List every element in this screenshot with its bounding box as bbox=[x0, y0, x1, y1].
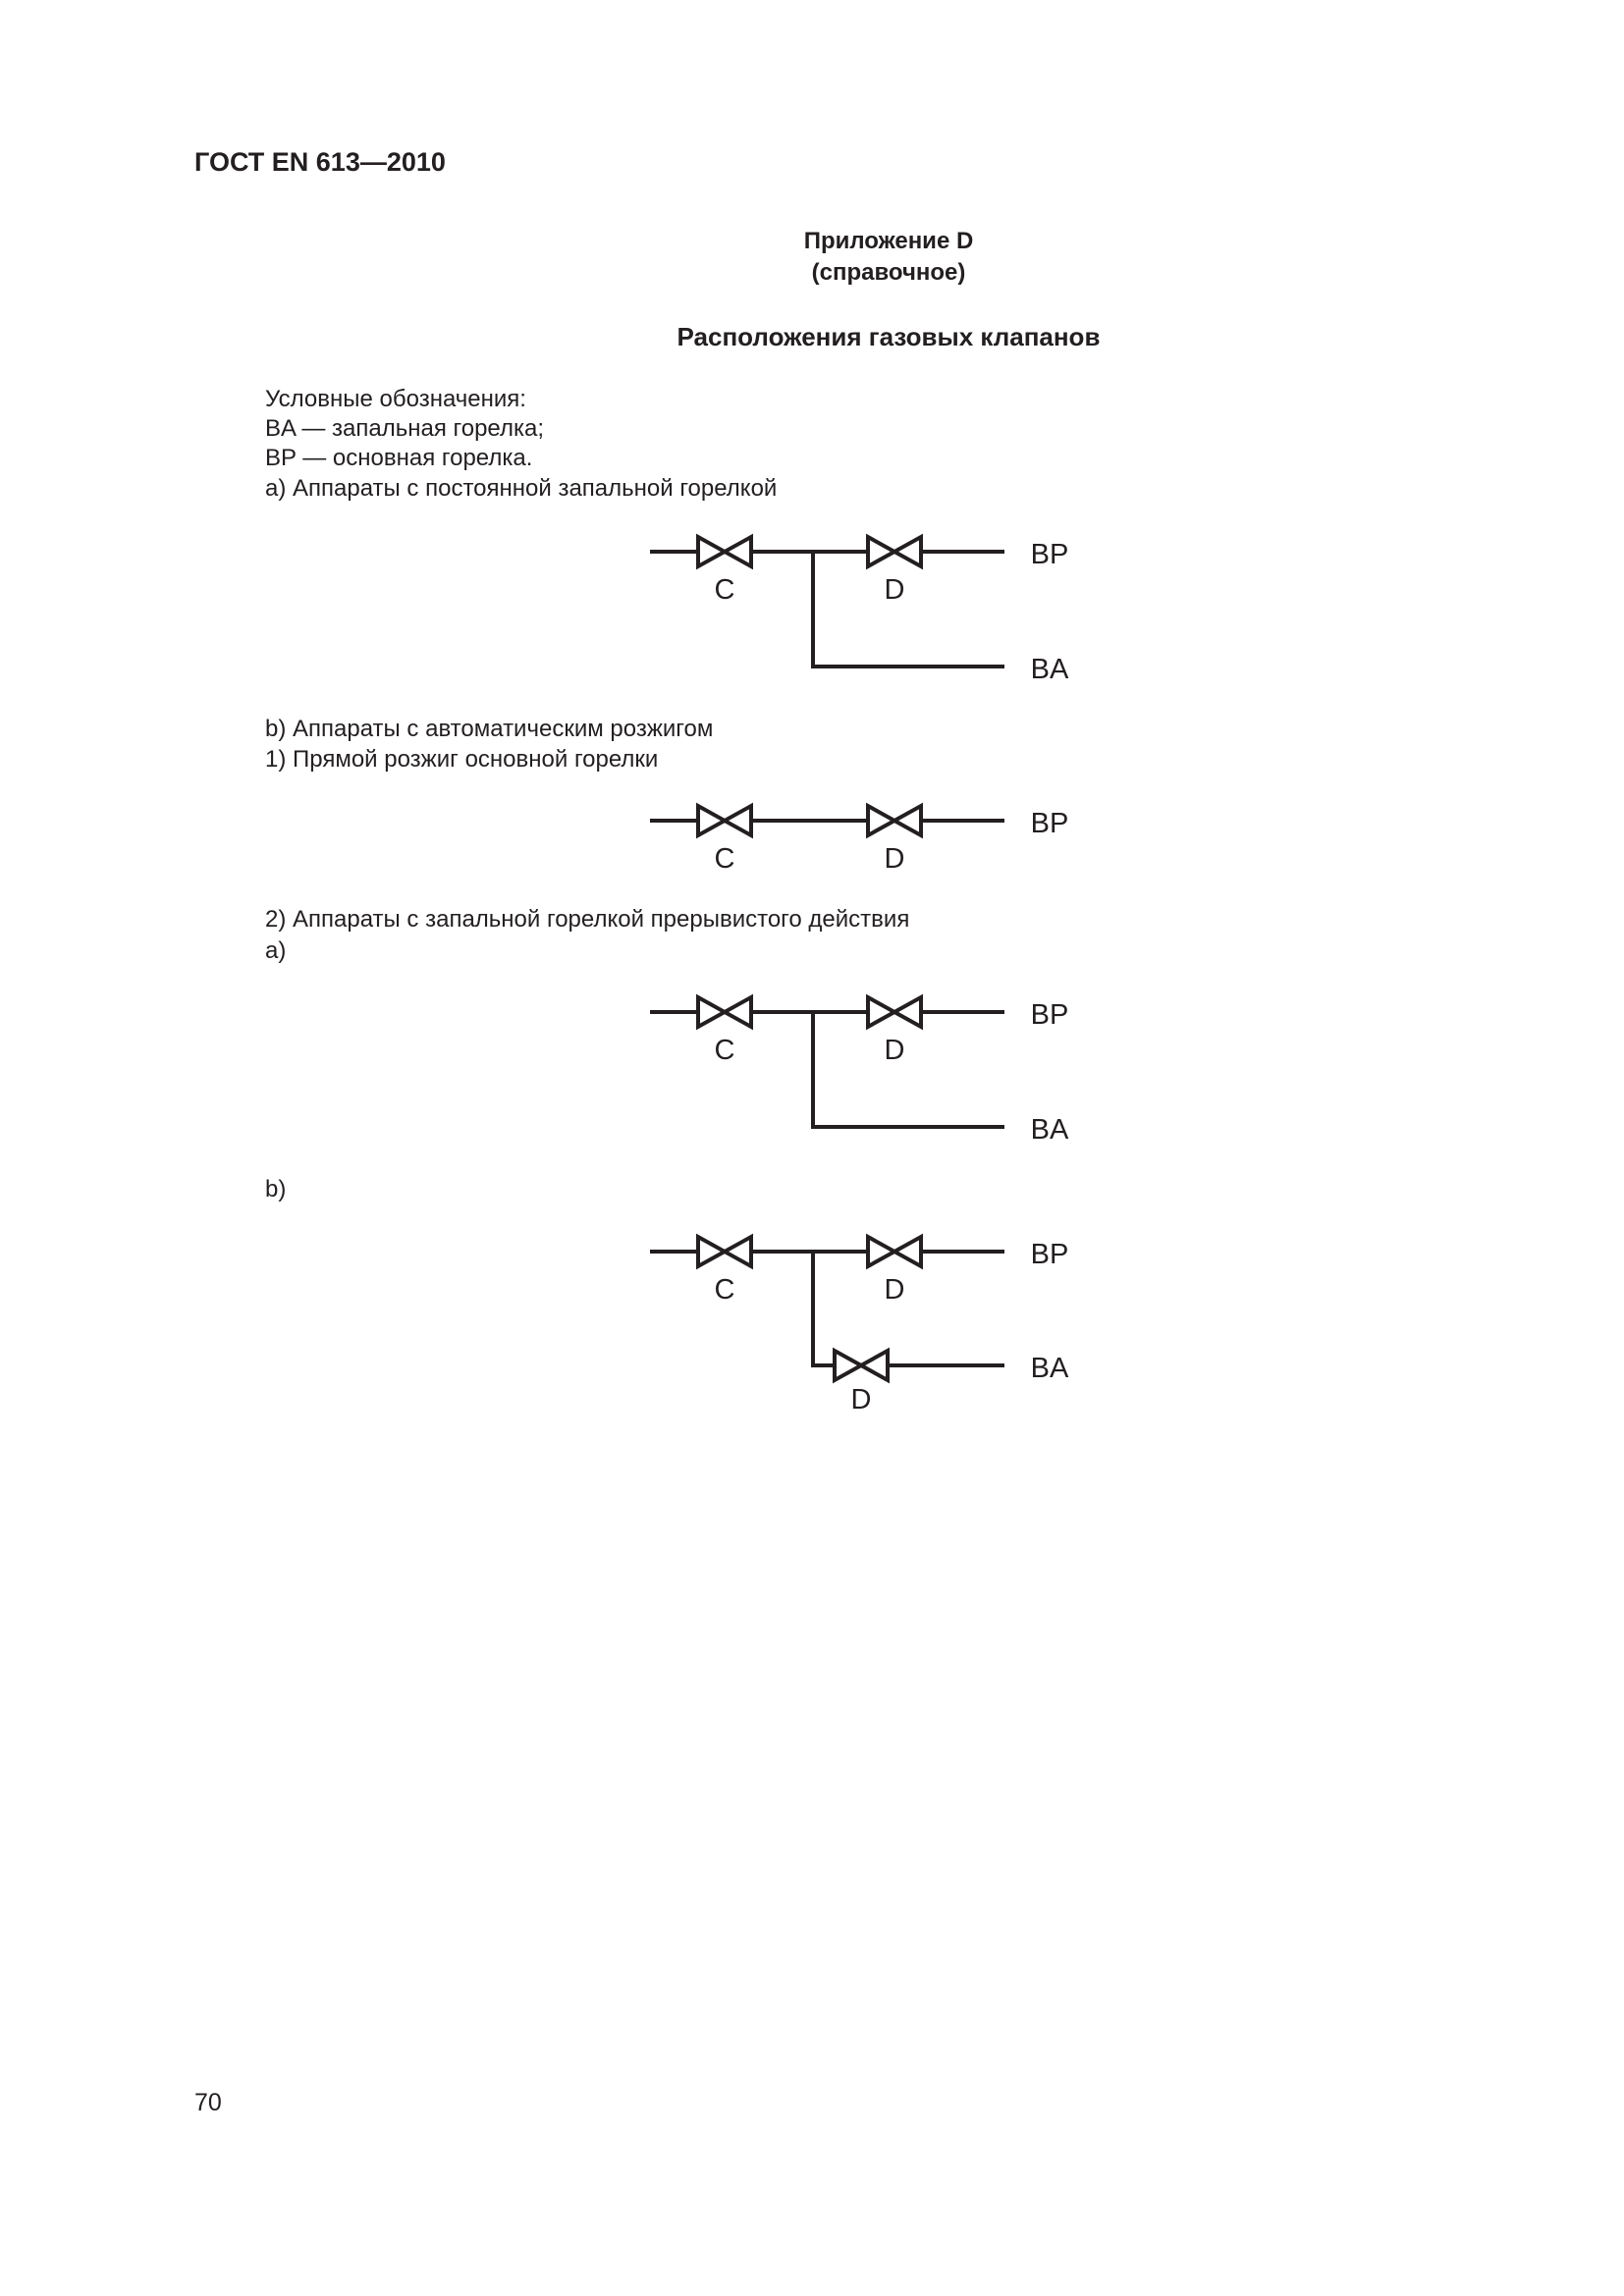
main-burner-label: BP bbox=[1030, 999, 1069, 1031]
legend-ba: BA — запальная горелка; bbox=[265, 415, 545, 442]
pilot-burner-label: BA bbox=[1030, 1114, 1069, 1146]
legend-bp: BP — основная горелка. bbox=[265, 445, 533, 471]
page-number: 70 bbox=[194, 2089, 222, 2116]
diagram-b1 bbox=[650, 806, 1004, 835]
valve-c-label: C bbox=[714, 1274, 735, 1306]
pilot-valve-d-icon bbox=[835, 1351, 888, 1380]
valve-d-icon bbox=[868, 997, 921, 1027]
diagram-a bbox=[650, 537, 1004, 667]
valve-c-label: C bbox=[714, 574, 735, 606]
caption-b: b) Аппараты с автоматическим розжигом bbox=[265, 716, 714, 742]
diagram-b2a bbox=[650, 997, 1004, 1127]
valve-c-label: C bbox=[714, 1035, 735, 1066]
valve-d-label: D bbox=[884, 843, 905, 875]
pilot-branch-line bbox=[813, 552, 1004, 667]
pilot-branch-line bbox=[813, 1012, 1004, 1127]
valve-d-icon bbox=[868, 537, 921, 566]
valve-c-icon bbox=[698, 1237, 751, 1266]
valve-d-label: D bbox=[884, 1274, 905, 1306]
legend-intro: Условные обозначения: bbox=[265, 386, 526, 412]
main-burner-label: BP bbox=[1030, 1239, 1069, 1270]
caption-b2a: a) bbox=[265, 937, 287, 964]
pilot-valve-d-label: D bbox=[850, 1384, 872, 1415]
valve-d-icon bbox=[868, 1237, 921, 1266]
caption-b2: 2) Аппараты с запальной горелкой прерывистого действия bbox=[265, 906, 910, 933]
main-burner-label: BP bbox=[1030, 539, 1069, 570]
pilot-burner-label: BA bbox=[1030, 1353, 1069, 1384]
section-heading: Расположения газовых клапанов bbox=[677, 322, 1101, 351]
main-burner-label: BP bbox=[1030, 808, 1069, 839]
valve-d-label: D bbox=[884, 1035, 905, 1066]
valve-c-icon bbox=[698, 997, 751, 1027]
caption-b2b: b) bbox=[265, 1176, 287, 1202]
valve-d-label: D bbox=[884, 574, 905, 606]
annex-title: Приложение D bbox=[803, 228, 974, 254]
valve-c-icon bbox=[698, 806, 751, 835]
caption-b1: 1) Прямой розжиг основной горелки bbox=[265, 746, 659, 773]
valve-c-icon bbox=[698, 537, 751, 566]
diagram-b2b bbox=[650, 1237, 1004, 1380]
pilot-branch-line bbox=[813, 1252, 1004, 1365]
annex-status: (справочное) bbox=[811, 259, 966, 286]
pilot-burner-label: BA bbox=[1030, 654, 1069, 685]
valve-c-label: C bbox=[714, 843, 735, 875]
caption-a: a) Аппараты с постоянной запальной горелкой bbox=[265, 475, 778, 502]
valve-d-icon bbox=[868, 806, 921, 835]
document-id: ГОСТ EN 613—2010 bbox=[194, 147, 446, 177]
